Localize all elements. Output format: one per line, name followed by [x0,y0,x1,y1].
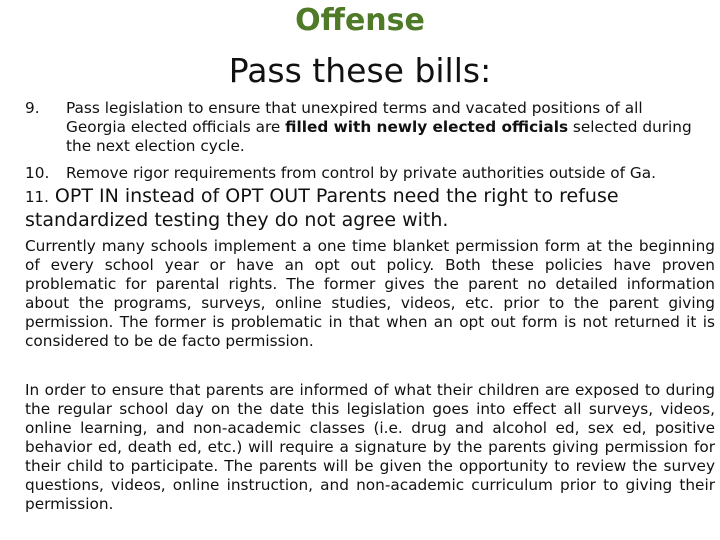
body-paragraph-1: Currently many schools implement a one time blanket permission form at the beginning of every school year or have an opt out policy. Both these policies have proven problematic for parental rights. The former gives the parent no detailed information about the programs, surveys, online studies, videos, etc. prior to the parent giving permission. The former is problematic in that when an opt out form is not returned it is considered to be de facto permission. [25,237,715,350]
page-subtitle: Pass these bills: [228,51,492,90]
list-item-text-part: selected during the next election cycle. [66,118,692,155]
page-title: Offense [295,3,425,38]
list-item-number: 11. [25,188,49,206]
list-item-text: OPT IN instead of OPT OUT Parents need the right to refuse standardized testing they do not agree with. [25,185,619,231]
list-item-11 [25,185,715,232]
list-item-text-part: Pass legislation to ensure that unexpired terms and vacated positions of all Georgia elected officials are [66,99,643,136]
list-item-9 [25,99,705,156]
list-item-10 [25,164,705,183]
list-item-bold-text: filled with newly elected officials [285,118,569,136]
list-item-number: 10. [25,164,50,182]
list-item-text: Remove rigor requirements from control by private authorities outside of Ga. [66,164,656,182]
list-item-number: 9. [25,99,40,117]
body-paragraph-2: In order to ensure that parents are informed of what their children are exposed to during the regular school day on the date this legislation goes into effect all surveys, videos, online learning, and non-academic classes (i.e. drug and alcohol ed, sex ed, positive behavior ed, death ed, etc.) will require a signature by the parents giving permission for their child to participate. The parents will be given the opportunity to review the survey questions, videos, online instruction, and non-academic curriculum prior to giving their permission. [25,381,715,513]
list-item-text [66,99,705,156]
